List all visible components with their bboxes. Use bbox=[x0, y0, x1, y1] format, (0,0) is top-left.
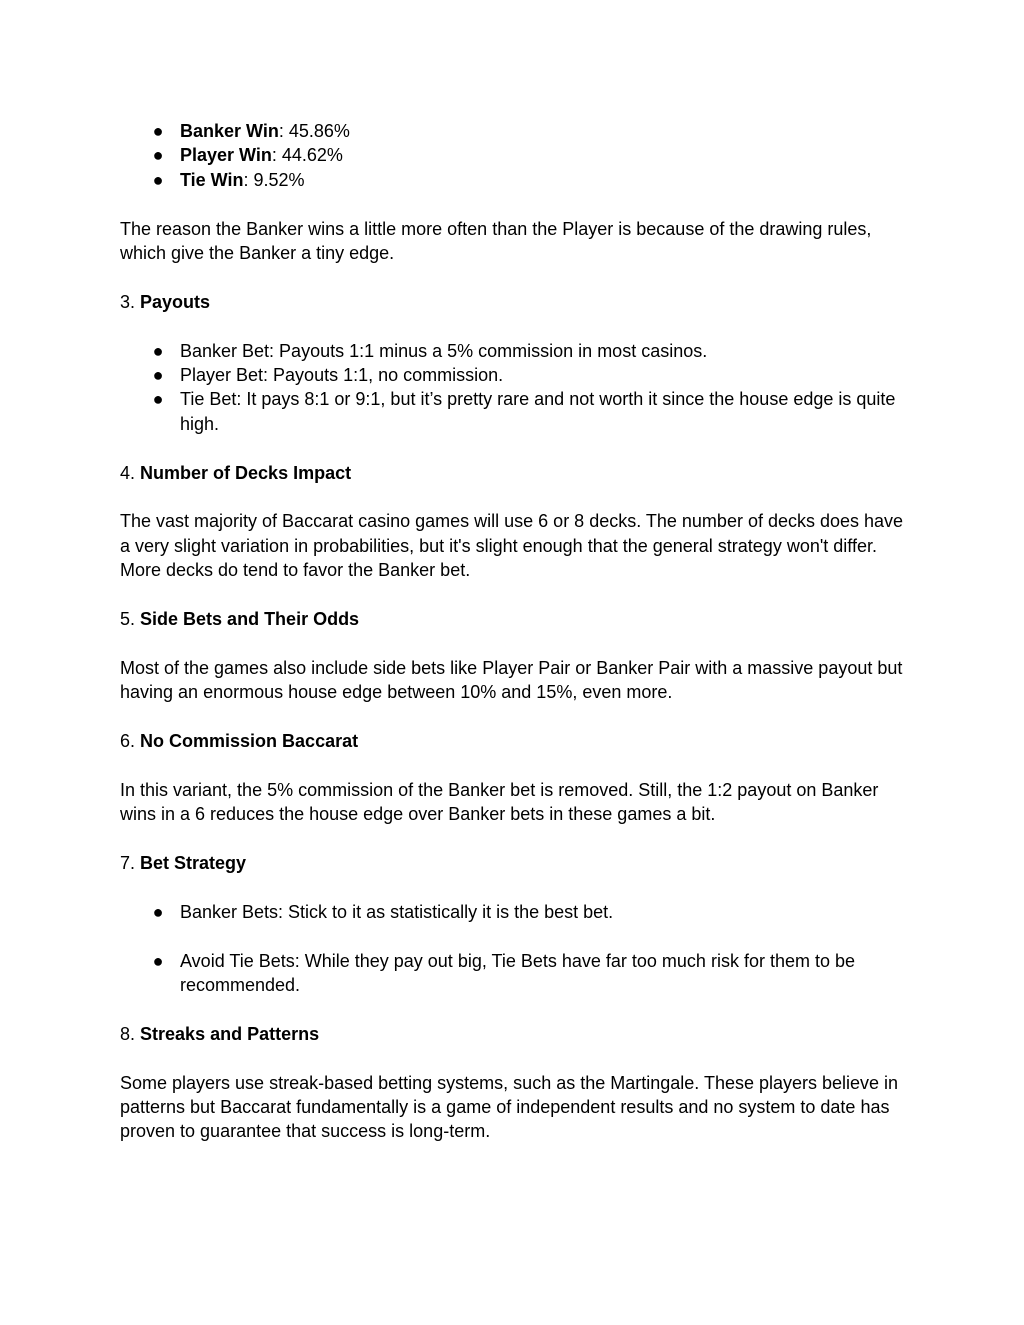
section-title: Payouts bbox=[140, 291, 211, 312]
list-item bbox=[120, 387, 904, 436]
section-heading-bet-strategy bbox=[120, 851, 904, 875]
list-item-value: : 45.86% bbox=[278, 121, 350, 141]
bullet-icon: ● bbox=[152, 340, 164, 361]
list-item bbox=[120, 900, 904, 924]
intro-paragraph: The reason the Banker wins a little more often than the Player is because of the drawing rules, which give the Banker a tiny edge. bbox=[120, 218, 872, 264]
section-title: No Commission Baccarat bbox=[140, 731, 359, 752]
list-item-text: Tie Bet: It pays 8:1 or 9:1, but it’s pretty rare and not worth it since the house edge is quite high. bbox=[180, 389, 896, 434]
section-heading-decks bbox=[120, 461, 904, 485]
section-heading-payouts bbox=[120, 290, 904, 314]
list-item bbox=[120, 143, 904, 167]
section-title: Number of Decks Impact bbox=[140, 462, 352, 483]
section-number: 5. bbox=[120, 609, 136, 630]
list-item bbox=[120, 339, 904, 363]
section-number: 7. bbox=[120, 853, 136, 874]
list-item-text: Avoid Tie Bets: While they pay out big, Tie Bets have far too much risk for them to be recommended. bbox=[180, 950, 855, 996]
section-number: 8. bbox=[120, 1023, 136, 1044]
bet-strategy-list bbox=[120, 900, 904, 998]
section-title: Side Bets and Their Odds bbox=[140, 609, 360, 630]
section-title: Streaks and Patterns bbox=[140, 1023, 320, 1044]
bullet-icon: ● bbox=[152, 901, 164, 922]
document-body bbox=[120, 119, 904, 1168]
win-probability-list bbox=[120, 119, 904, 192]
list-item bbox=[120, 119, 904, 143]
section-number: 6. bbox=[120, 731, 136, 752]
list-item-label: Tie Win bbox=[180, 169, 244, 190]
bullet-icon: ● bbox=[152, 169, 164, 190]
list-item-text: Player Bet: Payouts 1:1, no commission. bbox=[180, 365, 504, 386]
list-item bbox=[120, 363, 904, 387]
section-body-side-bets: Most of the games also include side bets like Player Pair or Banker Pair with a massive payout but having an enormous house edge between 10% and 15%, even more. bbox=[120, 657, 903, 703]
section-heading-side-bets bbox=[120, 607, 904, 631]
section-heading-no-commission bbox=[120, 729, 904, 753]
list-item bbox=[120, 168, 904, 192]
section-body-no-commission: In this variant, the 5% commission of the Banker bet is removed. Still, the 1:2 payout on Banker wins in a 6 reduces the house edge over Banker bets in these games a bit. bbox=[120, 779, 879, 825]
list-item-value: : 44.62% bbox=[271, 145, 343, 166]
bullet-icon: ● bbox=[152, 145, 164, 166]
list-item bbox=[120, 949, 904, 998]
section-title: Bet Strategy bbox=[140, 853, 247, 874]
bullet-icon: ● bbox=[152, 950, 164, 971]
bullet-icon: ● bbox=[152, 121, 164, 141]
bullet-icon: ● bbox=[152, 389, 164, 410]
list-item-value: : 9.52% bbox=[243, 169, 305, 190]
list-item-label: Banker Win bbox=[180, 121, 279, 141]
section-body-decks: The vast majority of Baccarat casino games will use 6 or 8 decks. The number of decks does have a very slight variation in probabilities, but it's slight enough that the general strategy won't differ. More decks do tend to favor the Banker bet. bbox=[120, 511, 904, 581]
section-body-streaks: Some players use streak-based betting systems, such as the Martingale. These players believe in patterns but Baccarat fundamentally is a game of independent results and no system to date has proven to guarantee that success is long-term. bbox=[120, 1072, 899, 1142]
section-number: 3. bbox=[120, 291, 136, 312]
list-item-label: Player Win bbox=[180, 145, 272, 166]
section-heading-streaks bbox=[120, 1022, 904, 1046]
bullet-icon: ● bbox=[152, 365, 164, 386]
payouts-list bbox=[120, 339, 904, 437]
list-item-text: Banker Bet: Payouts 1:1 minus a 5% commission in most casinos. bbox=[180, 340, 708, 361]
list-item-text: Banker Bets: Stick to it as statistically it is the best bet. bbox=[180, 901, 614, 922]
section-number: 4. bbox=[120, 462, 136, 483]
